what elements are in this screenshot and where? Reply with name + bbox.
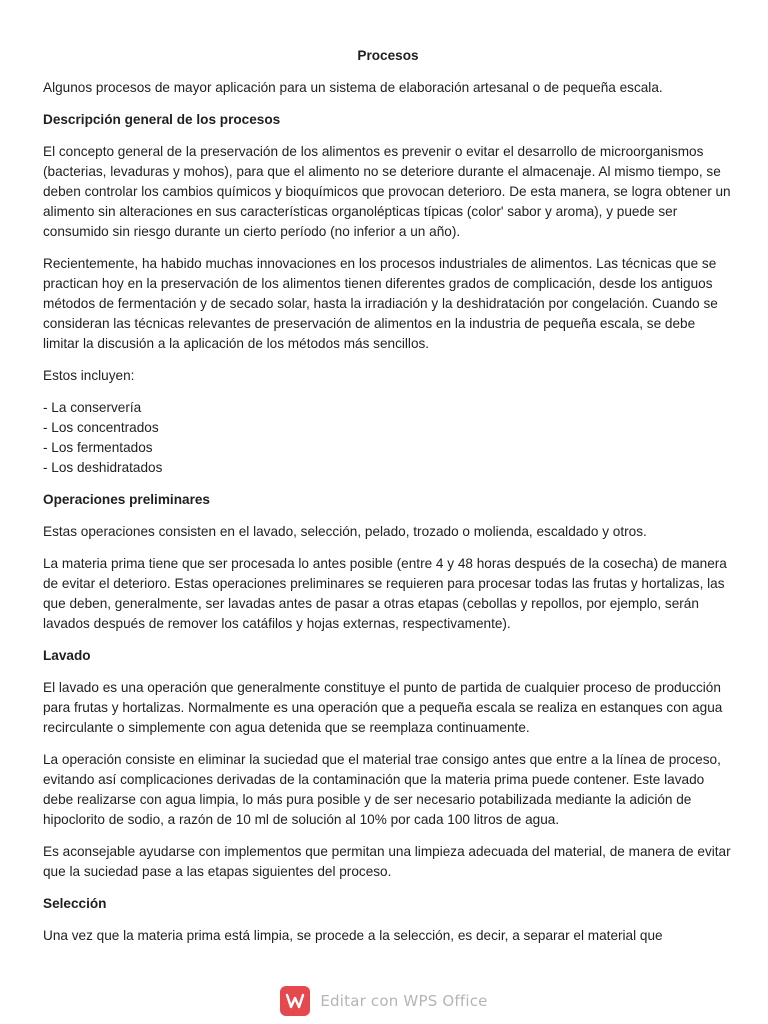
paragraph: Es aconsejable ayudarse con implementos que permitan una limpieza adecuada del material, de manera de evitar que la suciedad pase a las etapas siguientes del proceso.: [43, 844, 731, 879]
list-item: - Los fermentados: [43, 440, 153, 455]
paragraph: El concepto general de la preservación de los alimentos es prevenir o evitar el desarrollo de microorganismos (bacterias, levaduras y mohos), para que el alimento no se deteriore durante el almacenaje. Al mismo tiempo, se deben controlar los cambios químicos y bioquímicos que provocan deterioro. De esta manera, se logra obtener un alimento sin alteraciones en sus características organolépticas típicas (color' sabor y aroma), y puede ser consumido sin riesgo durante un cierto período (no inferior a un año).: [43, 144, 731, 239]
wps-w-glyph: [285, 991, 305, 1011]
document-title: Procesos: [357, 48, 419, 63]
preservation-methods-list: [43, 398, 733, 478]
section-heading-operaciones: Operaciones preliminares: [43, 492, 210, 507]
edit-with-wps-label: Editar con WPS Office: [320, 992, 488, 1010]
paragraph: La materia prima tiene que ser procesada lo antes posible (entre 4 y 48 horas después de la cosecha) de manera de evitar el deterioro. Estas operaciones preliminares se requieren para procesar todas las frutas y hortalizas, las que deben, generalmente, ser lavadas antes de pasar a otras etapas (cebollas y repollos, por ejemplo, serán lavados después de remover los catáfilos y hojas externas, respectivamente).: [43, 556, 727, 631]
paragraph: El lavado es una operación que generalmente constituye el punto de partida de cualquier proceso de producción para frutas y hortalizas. Normalmente es una operación que a pequeña escala se realiza en estanques con agua recirculante o simplemente con agua detenida que se reemplaza continuamente.: [43, 680, 723, 735]
paragraph: Recientemente, ha habido muchas innovaciones en los procesos industriales de alimentos. Las técnicas que se practican hoy en la preservación de los alimentos tienen diferentes grados de complicación, desde los antiguos métodos de fermentación y de secado solar, hasta la irradiación y la deshidratación por congelación. Cuando se consideran las técnicas relevantes de preservación de alimentos en la industria de pequeña escala, se debe limitar la discusión a la aplicación de los métodos más sencillos.: [43, 256, 718, 351]
paragraph: Una vez que la materia prima está limpia, se procede a la selección, es decir, a separar el material que: [43, 928, 663, 943]
list-item: - Los concentrados: [43, 420, 159, 435]
document-body: [43, 46, 733, 958]
section-heading-lavado: Lavado: [43, 648, 91, 663]
intro-paragraph: Algunos procesos de mayor aplicación para un sistema de elaboración artesanal o de pequeña escala.: [43, 80, 663, 95]
paragraph: Estas operaciones consisten en el lavado, selección, pelado, trozado o molienda, escaldado y otros.: [43, 524, 647, 539]
list-item: - La conservería: [43, 400, 142, 415]
wps-office-icon: [280, 986, 310, 1016]
section-heading-seleccion: Selección: [43, 896, 107, 911]
paragraph: Estos incluyen:: [43, 368, 135, 383]
list-item: - Los deshidratados: [43, 460, 163, 475]
paragraph: La operación consiste en eliminar la suciedad que el material trae consigo antes que entre a la línea de proceso, evitando así complicaciones derivadas de la contaminación que la materia prima puede contener. Este lavado debe realizarse con agua limpia, lo más pura posible y de ser necesario potabilizada mediante la adición de hipoclorito de sodio, a razón de 10 ml de solución al 10% por cada 100 litros de agua.: [43, 752, 721, 827]
edit-with-wps-office-button[interactable]: [0, 982, 768, 1020]
section-heading-descripcion: Descripción general de los procesos: [43, 112, 281, 127]
